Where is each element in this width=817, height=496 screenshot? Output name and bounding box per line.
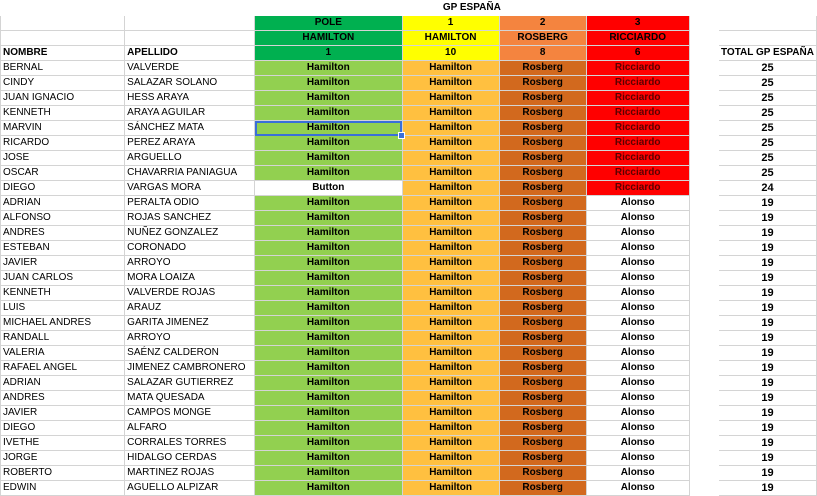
cell-p2-pick[interactable]: Rosberg: [499, 301, 586, 316]
cell-nombre[interactable]: LUIS: [1, 301, 125, 316]
cell-p3-pick[interactable]: Alonso: [586, 361, 689, 376]
cell-p1-pick[interactable]: Hamilton: [402, 61, 499, 76]
cell-p3-pick[interactable]: Alonso: [586, 211, 689, 226]
cell-total[interactable]: 24: [718, 181, 816, 196]
cell-pole-pick[interactable]: Hamilton: [255, 76, 403, 91]
cell-empty[interactable]: [689, 1, 718, 16]
cell-p1-pick[interactable]: Hamilton: [402, 421, 499, 436]
table-row: [1, 391, 817, 406]
cell-empty[interactable]: [689, 196, 718, 211]
cell-p2-pick[interactable]: Rosberg: [499, 61, 586, 76]
cell-empty[interactable]: [1, 1, 125, 16]
cell-p1-pick[interactable]: Hamilton: [402, 406, 499, 421]
cell-nombre[interactable]: ALFONSO: [1, 211, 125, 226]
cell-p1-pick[interactable]: Hamilton: [402, 466, 499, 481]
cell-total[interactable]: 19: [718, 466, 816, 481]
cell-empty[interactable]: [689, 481, 718, 496]
cell-total[interactable]: 25: [718, 166, 816, 181]
cell-p1-pick[interactable]: Hamilton: [402, 181, 499, 196]
header-pole-line1[interactable]: POLE: [255, 16, 403, 31]
cell-total[interactable]: 25: [718, 136, 816, 151]
cell-nombre[interactable]: KENNETH: [1, 286, 125, 301]
cell-apellido[interactable]: PERALTA ODIO: [125, 196, 255, 211]
cell-p3-pick[interactable]: Ricciardo: [586, 181, 689, 196]
table-row: [1, 121, 817, 136]
cell-empty[interactable]: [689, 466, 718, 481]
cell-apellido[interactable]: CORRALES TORRES: [125, 436, 255, 451]
cell-pole-pick[interactable]: Button: [255, 181, 403, 196]
cell-pole-pick[interactable]: Hamilton: [255, 286, 403, 301]
cell-total[interactable]: 19: [718, 226, 816, 241]
cell-nombre[interactable]: JAVIER: [1, 406, 125, 421]
cell-total[interactable]: 19: [718, 436, 816, 451]
cell-p3-pick[interactable]: Alonso: [586, 466, 689, 481]
cell-apellido[interactable]: VARGAS MORA: [125, 181, 255, 196]
cell-p2-pick[interactable]: Rosberg: [499, 481, 586, 496]
cell-empty[interactable]: [125, 31, 255, 46]
cell-p1-pick[interactable]: Hamilton: [402, 481, 499, 496]
cell-p1-pick[interactable]: Hamilton: [402, 106, 499, 121]
cell-total[interactable]: 19: [718, 331, 816, 346]
cell-empty[interactable]: [689, 181, 718, 196]
cell-total[interactable]: 19: [718, 346, 816, 361]
cell-p1-pick[interactable]: Hamilton: [402, 301, 499, 316]
cell-empty[interactable]: [689, 226, 718, 241]
cell-nombre[interactable]: ROBERTO: [1, 466, 125, 481]
cell-p2-pick[interactable]: Rosberg: [499, 106, 586, 121]
header-total[interactable]: TOTAL GP ESPAÑA: [718, 46, 816, 61]
cell-pole-pick[interactable]: Hamilton: [255, 361, 403, 376]
cell-nombre[interactable]: ADRIAN: [1, 376, 125, 391]
cell-empty[interactable]: [689, 286, 718, 301]
cell-p2-pick[interactable]: Rosberg: [499, 436, 586, 451]
cell-p2-pick[interactable]: Rosberg: [499, 166, 586, 181]
cell-nombre[interactable]: DIEGO: [1, 421, 125, 436]
cell-p3-pick[interactable]: Alonso: [586, 271, 689, 286]
cell-p1-pick[interactable]: Hamilton: [402, 451, 499, 466]
cell-p1-pick[interactable]: Hamilton: [402, 436, 499, 451]
cell-empty[interactable]: [689, 166, 718, 181]
cell-total[interactable]: 19: [718, 406, 816, 421]
cell-p1-pick[interactable]: Hamilton: [402, 151, 499, 166]
cell-empty[interactable]: [689, 346, 718, 361]
cell-p1-pick[interactable]: Hamilton: [402, 196, 499, 211]
cell-empty[interactable]: [718, 16, 816, 31]
cell-total[interactable]: 19: [718, 316, 816, 331]
cell-p1-pick[interactable]: Hamilton: [402, 376, 499, 391]
cell-apellido[interactable]: ARAYA AGUILAR: [125, 106, 255, 121]
cell-total[interactable]: 19: [718, 361, 816, 376]
cell-apellido[interactable]: ARROYO: [125, 331, 255, 346]
cell-apellido[interactable]: ARAUZ: [125, 301, 255, 316]
cell-p3-pick[interactable]: Ricciardo: [586, 91, 689, 106]
cell-p1-pick[interactable]: Hamilton: [402, 391, 499, 406]
table-row: [1, 466, 817, 481]
cell-p2-pick[interactable]: Rosberg: [499, 181, 586, 196]
cell-apellido[interactable]: NUÑEZ GONZALEZ: [125, 226, 255, 241]
cell-empty[interactable]: [689, 421, 718, 436]
cell-nombre[interactable]: MARVIN: [1, 121, 125, 136]
table-row: [1, 316, 817, 331]
table-row: [1, 136, 817, 151]
cell-p1-pick[interactable]: Hamilton: [402, 241, 499, 256]
cell-empty[interactable]: [689, 76, 718, 91]
table-row: [1, 226, 817, 241]
cell-empty[interactable]: [689, 376, 718, 391]
header-pole-points[interactable]: 1: [255, 46, 403, 61]
cell-empty[interactable]: [689, 106, 718, 121]
header-p1-points[interactable]: 10: [402, 46, 499, 61]
cell-pole-pick[interactable]: Hamilton: [255, 316, 403, 331]
cell-p1-pick[interactable]: Hamilton: [402, 136, 499, 151]
header-p2-line1[interactable]: 2: [499, 16, 586, 31]
cell-apellido[interactable]: CAMPOS MONGE: [125, 406, 255, 421]
cell-p2-pick[interactable]: Rosberg: [499, 76, 586, 91]
cell-pole-pick[interactable]: Hamilton: [255, 421, 403, 436]
cell-apellido[interactable]: HIDALGO CERDAS: [125, 451, 255, 466]
cell-apellido[interactable]: SÁNCHEZ MATA: [125, 121, 255, 136]
cell-p3-pick[interactable]: Alonso: [586, 286, 689, 301]
cell-p1-pick[interactable]: Hamilton: [402, 331, 499, 346]
table-row: [1, 256, 817, 271]
cell-pole-pick[interactable]: Hamilton: [255, 301, 403, 316]
cell-pole-pick[interactable]: Hamilton: [255, 106, 403, 121]
cell-empty[interactable]: [689, 301, 718, 316]
table-row: [1, 301, 817, 316]
cell-pole-pick[interactable]: Hamilton: [255, 466, 403, 481]
table-row: [1, 196, 817, 211]
cell-pole-pick[interactable]: Hamilton: [255, 121, 403, 136]
cell-pole-pick[interactable]: Hamilton: [255, 406, 403, 421]
table-row: [1, 241, 817, 256]
cell-p3-pick[interactable]: Ricciardo: [586, 166, 689, 181]
cell-empty[interactable]: [689, 331, 718, 346]
cell-pole-pick[interactable]: Hamilton: [255, 196, 403, 211]
cell-p2-pick[interactable]: Rosberg: [499, 391, 586, 406]
cell-apellido[interactable]: SALAZAR GUTIERREZ: [125, 376, 255, 391]
cell-p3-pick[interactable]: Alonso: [586, 421, 689, 436]
cell-nombre[interactable]: DIEGO: [1, 181, 125, 196]
cell-p3-pick[interactable]: Ricciardo: [586, 61, 689, 76]
cell-p1-pick[interactable]: Hamilton: [402, 226, 499, 241]
cell-empty[interactable]: [689, 151, 718, 166]
cell-nombre[interactable]: ANDRES: [1, 391, 125, 406]
cell-apellido[interactable]: SALAZAR SOLANO: [125, 76, 255, 91]
cell-apellido[interactable]: ARGUELLO: [125, 151, 255, 166]
cell-total[interactable]: 25: [718, 121, 816, 136]
header-p2-line2[interactable]: ROSBERG: [499, 31, 586, 46]
cell-nombre[interactable]: JUAN CARLOS: [1, 271, 125, 286]
table-row: [1, 481, 817, 496]
cell-apellido[interactable]: MARTINEZ ROJAS: [125, 466, 255, 481]
cell-empty[interactable]: [718, 31, 816, 46]
cell-empty[interactable]: [689, 391, 718, 406]
cell-total[interactable]: 19: [718, 196, 816, 211]
cell-total[interactable]: 19: [718, 451, 816, 466]
cell-pole-pick[interactable]: Hamilton: [255, 136, 403, 151]
fill-handle[interactable]: [398, 132, 405, 139]
cell-p1-pick[interactable]: Hamilton: [402, 316, 499, 331]
cell-nombre[interactable]: JAVIER: [1, 256, 125, 271]
cell-p3-pick[interactable]: Ricciardo: [586, 121, 689, 136]
cell-pole-pick[interactable]: Hamilton: [255, 241, 403, 256]
cell-pole-pick[interactable]: Hamilton: [255, 271, 403, 286]
cell-p1-pick[interactable]: Hamilton: [402, 211, 499, 226]
cell-empty[interactable]: [689, 16, 718, 31]
cell-p1-pick[interactable]: Hamilton: [402, 271, 499, 286]
cell-pole-pick[interactable]: Hamilton: [255, 211, 403, 226]
cell-total[interactable]: 19: [718, 421, 816, 436]
cell-apellido[interactable]: VALVERDE ROJAS: [125, 286, 255, 301]
cell-total[interactable]: 19: [718, 256, 816, 271]
cell-p2-pick[interactable]: Rosberg: [499, 121, 586, 136]
header-p3-points[interactable]: 6: [586, 46, 689, 61]
cell-empty[interactable]: [689, 121, 718, 136]
cell-apellido[interactable]: ALFARO: [125, 421, 255, 436]
cell-pole-pick[interactable]: Hamilton: [255, 256, 403, 271]
cell-p3-pick[interactable]: Ricciardo: [586, 76, 689, 91]
cell-p2-pick[interactable]: Rosberg: [499, 466, 586, 481]
table-row: [1, 331, 817, 346]
cell-nombre[interactable]: MICHAEL ANDRES: [1, 316, 125, 331]
cell-apellido[interactable]: HESS ARAYA: [125, 91, 255, 106]
header-nombre[interactable]: NOMBRE: [1, 46, 125, 61]
cell-empty[interactable]: [1, 31, 125, 46]
cell-nombre[interactable]: RICARDO: [1, 136, 125, 151]
cell-p2-pick[interactable]: Rosberg: [499, 226, 586, 241]
sheet-title[interactable]: GP ESPAÑA: [255, 1, 690, 16]
table-row: [1, 451, 817, 466]
header-apellido[interactable]: APELLIDO: [125, 46, 255, 61]
cell-nombre[interactable]: KENNETH: [1, 106, 125, 121]
cell-p1-pick[interactable]: Hamilton: [402, 361, 499, 376]
table-row: [1, 181, 817, 196]
cell-p3-pick[interactable]: Alonso: [586, 331, 689, 346]
cell-p3-pick[interactable]: Alonso: [586, 451, 689, 466]
cell-empty[interactable]: [689, 316, 718, 331]
cell-empty[interactable]: [689, 256, 718, 271]
cell-p1-pick[interactable]: Hamilton: [402, 166, 499, 181]
cell-p3-pick[interactable]: Alonso: [586, 436, 689, 451]
cell-p2-pick[interactable]: Rosberg: [499, 286, 586, 301]
cell-apellido[interactable]: CORONADO: [125, 241, 255, 256]
cell-empty[interactable]: [689, 211, 718, 226]
cell-nombre[interactable]: OSCAR: [1, 166, 125, 181]
cell-empty[interactable]: [689, 91, 718, 106]
cell-total[interactable]: 25: [718, 61, 816, 76]
cell-p2-pick[interactable]: Rosberg: [499, 241, 586, 256]
cell-total[interactable]: 19: [718, 301, 816, 316]
cell-empty[interactable]: [689, 271, 718, 286]
cell-pole-pick[interactable]: Hamilton: [255, 346, 403, 361]
cell-p2-pick[interactable]: Rosberg: [499, 376, 586, 391]
cell-pole-pick[interactable]: Hamilton: [255, 451, 403, 466]
cell-pole-pick[interactable]: Hamilton: [255, 166, 403, 181]
header-p3-line1[interactable]: 3: [586, 16, 689, 31]
cell-p3-pick[interactable]: Alonso: [586, 226, 689, 241]
cell-total[interactable]: 25: [718, 106, 816, 121]
table-row: [1, 436, 817, 451]
cell-p1-pick[interactable]: Hamilton: [402, 346, 499, 361]
table-row: [1, 91, 817, 106]
cell-p2-pick[interactable]: Rosberg: [499, 196, 586, 211]
cell-total[interactable]: 19: [718, 376, 816, 391]
cell-empty[interactable]: [125, 1, 255, 16]
cell-apellido[interactable]: CHAVARRIA PANIAGUA: [125, 166, 255, 181]
cell-p1-pick[interactable]: Hamilton: [402, 256, 499, 271]
header-p2-points[interactable]: 8: [499, 46, 586, 61]
table-row: [1, 406, 817, 421]
cell-total[interactable]: 19: [718, 211, 816, 226]
cell-pole-pick[interactable]: Hamilton: [255, 91, 403, 106]
cell-empty[interactable]: [689, 436, 718, 451]
cell-pole-pick[interactable]: Hamilton: [255, 61, 403, 76]
cell-nombre[interactable]: RAFAEL ANGEL: [1, 361, 125, 376]
cell-nombre[interactable]: EDWIN: [1, 481, 125, 496]
cell-p2-pick[interactable]: Rosberg: [499, 421, 586, 436]
cell-pole-pick[interactable]: Hamilton: [255, 226, 403, 241]
cell-p1-pick[interactable]: Hamilton: [402, 76, 499, 91]
header-p1-line2[interactable]: HAMILTON: [402, 31, 499, 46]
cell-empty[interactable]: [689, 61, 718, 76]
cell-p3-pick[interactable]: Alonso: [586, 196, 689, 211]
cell-p3-pick[interactable]: Alonso: [586, 346, 689, 361]
cell-p3-pick[interactable]: Ricciardo: [586, 106, 689, 121]
cell-p2-pick[interactable]: Rosberg: [499, 136, 586, 151]
cell-apellido[interactable]: SAÉNZ CALDERON: [125, 346, 255, 361]
cell-apellido[interactable]: VALVERDE: [125, 61, 255, 76]
cell-apellido[interactable]: MORA LOAIZA: [125, 271, 255, 286]
cell-apellido[interactable]: GARITA JIMENEZ: [125, 316, 255, 331]
cell-p2-pick[interactable]: Rosberg: [499, 451, 586, 466]
cell-total[interactable]: 19: [718, 271, 816, 286]
cell-nombre[interactable]: CINDY: [1, 76, 125, 91]
cell-empty[interactable]: [689, 31, 718, 46]
cell-pole-pick[interactable]: Hamilton: [255, 481, 403, 496]
cell-empty[interactable]: [689, 46, 718, 61]
cell-total[interactable]: 25: [718, 76, 816, 91]
cell-p3-pick[interactable]: Ricciardo: [586, 151, 689, 166]
cell-pole-pick[interactable]: Hamilton: [255, 436, 403, 451]
cell-empty[interactable]: [689, 406, 718, 421]
cell-empty[interactable]: [718, 1, 816, 16]
cell-total[interactable]: 19: [718, 391, 816, 406]
cell-apellido[interactable]: MATA QUESADA: [125, 391, 255, 406]
cell-apellido[interactable]: AGUELLO ALPIZAR: [125, 481, 255, 496]
cell-p3-pick[interactable]: Alonso: [586, 256, 689, 271]
cell-empty[interactable]: [125, 16, 255, 31]
cell-empty[interactable]: [689, 451, 718, 466]
cell-p3-pick[interactable]: Alonso: [586, 391, 689, 406]
cell-pole-pick[interactable]: Hamilton: [255, 376, 403, 391]
cell-nombre[interactable]: ESTEBAN: [1, 241, 125, 256]
cell-p2-pick[interactable]: Rosberg: [499, 361, 586, 376]
cell-total[interactable]: 19: [718, 286, 816, 301]
table-row: [1, 166, 817, 181]
cell-pole-pick[interactable]: Hamilton: [255, 331, 403, 346]
cell-empty[interactable]: [1, 16, 125, 31]
cell-p2-pick[interactable]: Rosberg: [499, 91, 586, 106]
cell-nombre[interactable]: BERNAL: [1, 61, 125, 76]
cell-pole-pick[interactable]: Hamilton: [255, 151, 403, 166]
table-row: [1, 376, 817, 391]
cell-p3-pick[interactable]: Alonso: [586, 406, 689, 421]
cell-apellido[interactable]: JIMENEZ CAMBRONERO: [125, 361, 255, 376]
cell-p2-pick[interactable]: Rosberg: [499, 151, 586, 166]
table-row: [1, 211, 817, 226]
cell-p2-pick[interactable]: Rosberg: [499, 271, 586, 286]
header-p3-line2[interactable]: RICCIARDO: [586, 31, 689, 46]
cell-p3-pick[interactable]: Alonso: [586, 301, 689, 316]
header-p1-line1[interactable]: 1: [402, 16, 499, 31]
cell-total[interactable]: 19: [718, 241, 816, 256]
cell-p2-pick[interactable]: Rosberg: [499, 346, 586, 361]
cell-p3-pick[interactable]: Ricciardo: [586, 136, 689, 151]
cell-p3-pick[interactable]: Alonso: [586, 241, 689, 256]
cell-p3-pick[interactable]: Alonso: [586, 376, 689, 391]
cell-nombre[interactable]: JUAN IGNACIO: [1, 91, 125, 106]
cell-empty[interactable]: [689, 361, 718, 376]
table-row: [1, 361, 817, 376]
cell-total[interactable]: 25: [718, 151, 816, 166]
cell-nombre[interactable]: ADRIAN: [1, 196, 125, 211]
table-row: [1, 106, 817, 121]
cell-apellido[interactable]: ROJAS SANCHEZ: [125, 211, 255, 226]
table-row: [1, 151, 817, 166]
cell-p2-pick[interactable]: Rosberg: [499, 316, 586, 331]
cell-p2-pick[interactable]: Rosberg: [499, 211, 586, 226]
cell-nombre[interactable]: JOSE: [1, 151, 125, 166]
cell-nombre[interactable]: RANDALL: [1, 331, 125, 346]
cell-p3-pick[interactable]: Alonso: [586, 316, 689, 331]
table-row: [1, 346, 817, 361]
cell-p1-pick[interactable]: Hamilton: [402, 121, 499, 136]
cell-apellido[interactable]: ARROYO: [125, 256, 255, 271]
cell-nombre[interactable]: IVETHE: [1, 436, 125, 451]
cell-p2-pick[interactable]: Rosberg: [499, 331, 586, 346]
cell-p2-pick[interactable]: Rosberg: [499, 406, 586, 421]
cell-nombre[interactable]: VALERIA: [1, 346, 125, 361]
cell-total[interactable]: 19: [718, 481, 816, 496]
cell-apellido[interactable]: PEREZ ARAYA: [125, 136, 255, 151]
table-row: [1, 61, 817, 76]
table-row: [1, 271, 817, 286]
cell-p3-pick[interactable]: Alonso: [586, 481, 689, 496]
cell-nombre[interactable]: ANDRES: [1, 226, 125, 241]
cell-empty[interactable]: [689, 136, 718, 151]
header-pole-line2[interactable]: HAMILTON: [255, 31, 403, 46]
table-row: [1, 76, 817, 91]
cell-total[interactable]: 25: [718, 91, 816, 106]
cell-p1-pick[interactable]: Hamilton: [402, 286, 499, 301]
cell-p2-pick[interactable]: Rosberg: [499, 256, 586, 271]
cell-pole-pick[interactable]: Hamilton: [255, 391, 403, 406]
cell-p1-pick[interactable]: Hamilton: [402, 91, 499, 106]
cell-empty[interactable]: [689, 241, 718, 256]
cell-nombre[interactable]: JORGE: [1, 451, 125, 466]
table-row: [1, 421, 817, 436]
table-row: [1, 286, 817, 301]
